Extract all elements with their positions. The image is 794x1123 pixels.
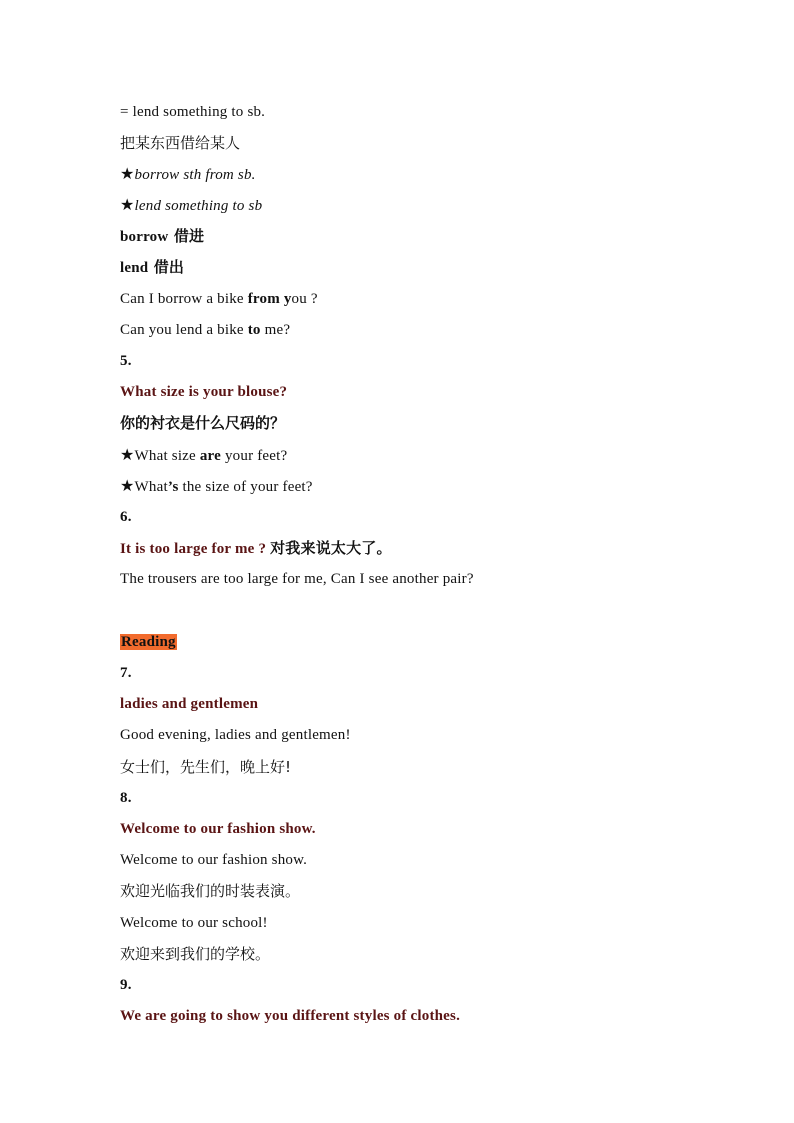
item-number bbox=[120, 975, 132, 995]
text-line bbox=[120, 195, 262, 216]
text-line bbox=[120, 289, 318, 309]
line-text: = lend something to sb. bbox=[120, 104, 266, 120]
line-text-cn: 借出 bbox=[148, 258, 185, 276]
line-text-bold: are bbox=[199, 448, 222, 464]
line-text: We are going to show you different styles of clothes. bbox=[120, 1008, 461, 1024]
line-text: The trousers are too large for me, Can I see another pair? bbox=[120, 571, 474, 587]
line-text: What size is your blouse? bbox=[120, 384, 288, 400]
line-text: 你的衬衣是什么尺码的？ bbox=[120, 414, 286, 432]
key-phrase bbox=[120, 538, 392, 559]
line-text: ladies and gentlemen bbox=[120, 696, 259, 712]
line-text: What size bbox=[134, 448, 200, 464]
line-text: borrow sth from sb. bbox=[134, 167, 256, 183]
key-phrase bbox=[120, 819, 316, 839]
line-text: 把某东西借给某人 bbox=[120, 134, 241, 152]
item-number bbox=[120, 663, 132, 683]
text-line bbox=[120, 164, 256, 185]
line-text: me? bbox=[260, 322, 291, 338]
line-text-cn: 对我来说太大了。 bbox=[270, 539, 392, 557]
line-text: the size of your feet? bbox=[178, 479, 313, 495]
text-line bbox=[120, 944, 270, 964]
line-text: It is too large for me ? bbox=[120, 541, 271, 557]
text-line bbox=[120, 725, 351, 745]
line-text: Welcome to our fashion show. bbox=[120, 852, 308, 868]
text-line bbox=[120, 757, 291, 777]
line-text: Can I borrow a bike bbox=[120, 291, 248, 307]
text-line bbox=[120, 913, 268, 933]
text-line bbox=[120, 445, 287, 466]
line-text: lend something to sb bbox=[134, 198, 263, 214]
text-line bbox=[120, 102, 265, 122]
text-line bbox=[120, 881, 300, 901]
line-text: 欢迎来到我们的学校。 bbox=[120, 945, 271, 963]
item-number bbox=[120, 788, 132, 808]
line-text: 9. bbox=[120, 977, 132, 993]
line-text: What bbox=[134, 479, 168, 495]
section-heading-reading bbox=[120, 632, 177, 652]
line-text: 欢迎光临我们的时装表演。 bbox=[120, 882, 301, 900]
text-line bbox=[120, 413, 285, 433]
text-line bbox=[120, 476, 313, 497]
line-text-bold: from y bbox=[247, 291, 292, 307]
line-text: Good evening, ladies and gentlemen! bbox=[120, 727, 351, 743]
star-icon: ★ bbox=[120, 476, 135, 495]
star-icon: ★ bbox=[120, 195, 135, 214]
star-icon: ★ bbox=[120, 445, 135, 464]
text-line bbox=[120, 133, 240, 153]
line-text: 8. bbox=[120, 790, 132, 806]
key-phrase bbox=[120, 382, 287, 402]
line-text: 5. bbox=[120, 353, 132, 369]
line-text: your feet? bbox=[221, 448, 288, 464]
text-line bbox=[120, 569, 474, 589]
line-text-bold: ’s bbox=[167, 479, 179, 495]
line-text: Welcome to our fashion show. bbox=[120, 821, 316, 837]
text-line bbox=[120, 257, 184, 278]
item-number bbox=[120, 507, 132, 527]
item-number bbox=[120, 351, 132, 371]
line-text: 7. bbox=[120, 665, 132, 681]
line-text: 女士们，先生们，晚上好! bbox=[120, 758, 292, 776]
line-text-cn: 借进 bbox=[168, 227, 205, 245]
line-text: lend bbox=[120, 260, 149, 276]
line-text: 6. bbox=[120, 509, 132, 525]
line-text: ou ? bbox=[291, 291, 318, 307]
star-icon: ★ bbox=[120, 164, 135, 183]
text-line bbox=[120, 850, 307, 870]
line-text: Welcome to our school! bbox=[120, 915, 268, 931]
key-phrase bbox=[120, 694, 258, 714]
line-text: Can you lend a bike bbox=[120, 322, 248, 338]
key-phrase bbox=[120, 1006, 460, 1026]
line-text-bold: to bbox=[247, 322, 261, 338]
line-text: borrow bbox=[120, 229, 169, 245]
highlighted-heading: Reading bbox=[121, 634, 176, 650]
text-line bbox=[120, 226, 204, 247]
text-line bbox=[120, 320, 290, 340]
